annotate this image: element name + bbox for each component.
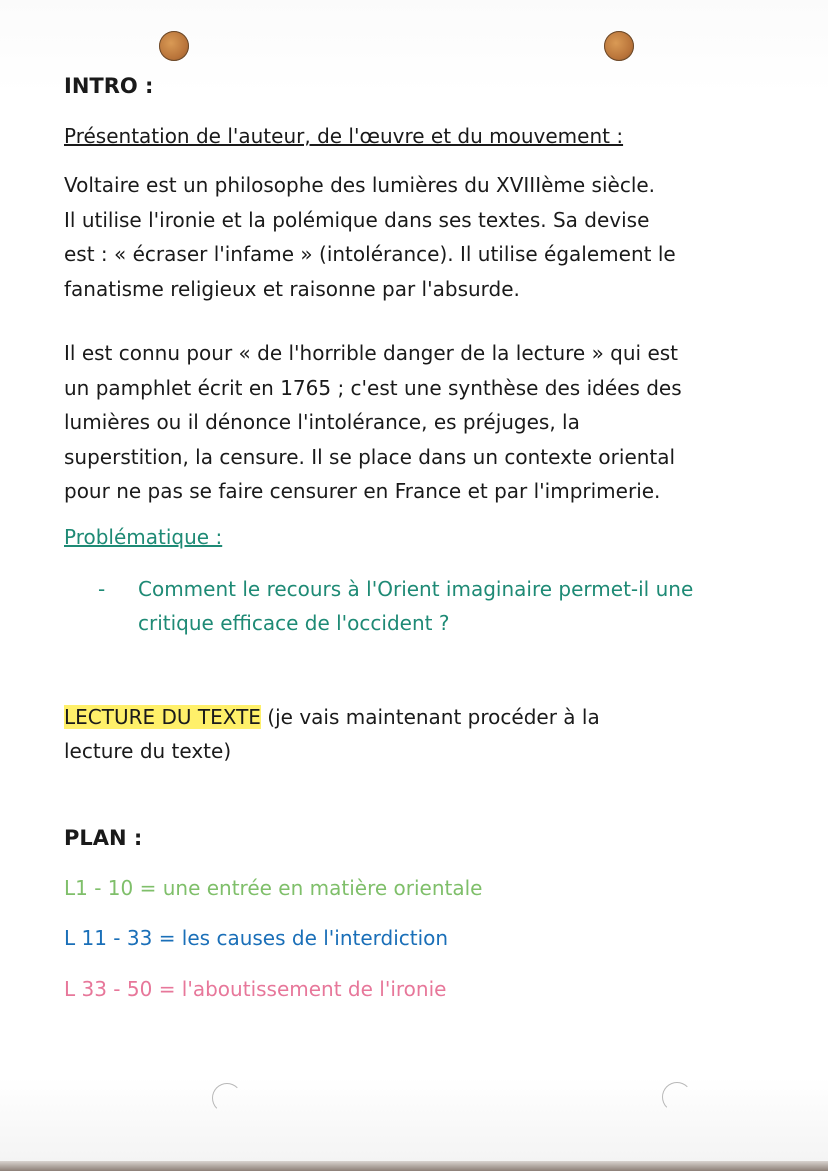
lecture-rest-line1: (je vais maintenant procéder à la (260, 705, 600, 729)
paragraph-line: lumières ou il dénonce l'intolérance, es préjuges, la (64, 410, 580, 434)
punch-hole-top-left (159, 31, 189, 61)
punch-hole-top-right (604, 31, 634, 61)
paragraph-line: pour ne pas se faire censurer en France et par l'imprimerie. (64, 479, 661, 503)
plan-heading: PLAN : (64, 826, 143, 850)
problematique-label: Problématique : (64, 525, 223, 549)
section-title: Présentation de l'auteur, de l'œuvre et du mouvement : (64, 124, 624, 148)
problematique-bullet (98, 572, 758, 640)
paragraph-line: un pamphlet écrit en 1765 ; c'est une synthèse des idées des (64, 375, 682, 400)
paragraph-author (64, 168, 764, 306)
paragraph-line: superstition, la censure. Il se place dans un contexte oriental (64, 444, 676, 469)
plan-item-3: L 33 - 50 = l'aboutissement de l'ironie (64, 977, 447, 1001)
paragraph-line: Il est connu pour « de l'horrible danger de la lecture » qui est (64, 341, 679, 365)
paragraph-line: est : « écraser l'infame » (intolérance). Il utilise également le (64, 242, 676, 266)
punch-hole-bottom-left (212, 1083, 242, 1113)
paragraph-work (64, 336, 764, 509)
bullet-dash: - (98, 577, 106, 601)
lecture-rest-line2: lecture du texte) (64, 739, 232, 763)
problematique-question-line2: critique efficace de l'occident ? (138, 611, 450, 635)
plan-item-2: L 11 - 33 = les causes de l'interdiction (64, 926, 449, 950)
lecture-section (64, 700, 764, 768)
punch-hole-bottom-right (662, 1082, 692, 1112)
paragraph-line: Voltaire est un philosophe des lumières du XVIIIème siècle. (64, 173, 656, 197)
intro-heading: INTRO : (64, 74, 154, 98)
lecture-highlight: LECTURE DU TEXTE (64, 705, 261, 729)
plan-item-1: L1 - 10 = une entrée en matière orientale (64, 876, 483, 900)
paragraph-line: fanatisme religieux et raisonne par l'absurde. (64, 276, 520, 301)
paragraph-line: Il utilise l'ironie et la polémique dans ses textes. Sa devise (64, 207, 650, 232)
problematique-question-line1: Comment le recours à l'Orient imaginaire permet-il une (138, 577, 694, 601)
page-bottom-edge (0, 1161, 828, 1171)
